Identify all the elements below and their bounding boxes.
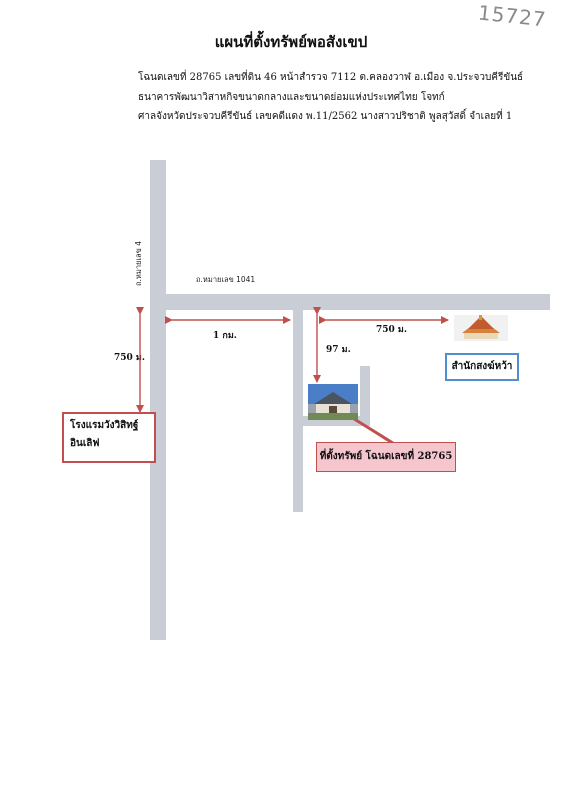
hotel-label — [62, 412, 156, 463]
hotel-label-line-2: อินเลิฟ — [70, 438, 100, 449]
property-label — [316, 442, 456, 472]
header-line-plaintiff: ธนาคารพัฒนาวิสาหกิจขนาดกลางและขนาดย่อมแห่งประเทศไทย โจทก์ — [138, 91, 445, 103]
property-label-text: ที่ตั้งทรัพย์ โฉนดเลขที่ 28765 — [319, 451, 453, 462]
page-number: 15727 — [476, 0, 548, 32]
road-label-highway-1041: ถ.หมายเลข 1041 — [196, 275, 256, 284]
distance-junction-to-property: 97 ม. — [326, 345, 351, 355]
distance-hotel-to-road: 750 ม. — [114, 353, 145, 363]
temple-photo — [454, 315, 508, 341]
header-line-deed: โฉนดเลขที่ 28765 เลขที่ดิน 46 หน้าสำรวจ 7112 ต.คลองวาฬ อ.เมือง จ.ประจวบคีรีขันธ์ — [138, 72, 524, 83]
distance-junction-to-temple: 750 ม. — [376, 325, 407, 335]
property-photo — [308, 384, 358, 420]
road-label-highway-4: ถ.หมายเลข 4 — [134, 241, 143, 286]
page-title: แผนที่ตั้งทรัพย์พอสังเขป — [214, 33, 368, 51]
header-line-court: ศาลจังหวัดประจวบคีรีขันธ์ เลขคดีแดง พ.11/2562 นางสาวปริชาติ พูลสุวัสดิ์ จำเลยที่ 1 — [138, 111, 513, 122]
distance-road-to-junction: 1 กม. — [213, 331, 237, 341]
temple-label-text: สำนักสงฆ์หว้า — [451, 361, 513, 372]
temple-label — [445, 353, 519, 381]
hotel-label-line-1: โรงแรมวังวิสิทฐ์ — [70, 420, 139, 431]
